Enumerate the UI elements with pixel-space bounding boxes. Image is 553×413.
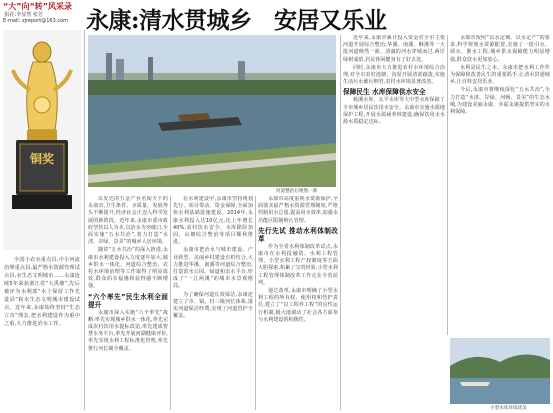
article-column-3 [258, 196, 338, 410]
column-divider [255, 196, 256, 410]
reporter-line: ·报社:李显然 张芳 [3, 12, 43, 18]
award-plaque-text: 铜奖 [29, 152, 54, 166]
col4-paragraph: 近年来,永康市累计投入资金对全市主要河道开展综合整治,华溪、南溪、酥溪等一大批河道焕然一新。清澈的河水穿城而过,两岸绿树成荫,居民休闲健身有了好去处。 [343, 35, 445, 63]
col5-paragraph: 水利是民生之本。永康市把水利工作作为保障和改善民生的重要抓手,让清水贯通城乡,让百姓安居乐业。 [450, 64, 550, 86]
col2-paragraph: 在水利建设中,永康市坚持规划先行、项目带动、资金保障,全面加快水利基础设施建设。2014年,永康水利投入达10亿元,比上年增长40%,农村饮水安全、水库除险加固、山塘综合整治等项目顺利推进。 [173, 196, 253, 246]
col3-paragraph: 通过改革,永康市明确了小型水利工程的所有权、使用权和管护责任,建立了“以工程养工程”的良性运行机制,极大地调动了社会各方面参与水利建设的积极性。 [258, 288, 338, 323]
col1-paragraph: 随着“五水共治”的深入推进,永康市水利建设投入力度逐年加大,城乡供水一体化、河道综合整治、农村水环境治理等工作取得了明显成效,群众的幸福感和获得感不断增强。 [88, 247, 168, 290]
headline: 永康:清水贯城乡 安居又乐业 [86, 7, 387, 34]
col1-paragraph: 以发达的五金产业名闻天下的永康市,卫生条件、水质量、发展势头不断提升,经济社会正迈入科学发展的新阶段。近年来,永康市委市政府坚持以人为本,以治水为突破口,全面实施“五水共治”,着力打造“水清、岸绿、景美”的城乡人居环境。 [88, 196, 168, 246]
col4-paragraph: 同时,永康市大力推进农村水环境综合治理,对全市农村池塘、沟渠开展清淤疏浚,实施生活污水截污纳管,农村水环境显著改善。 [343, 64, 445, 86]
small-photo-caption: 小型水库环境优美 [490, 406, 527, 411]
col3-paragraph: 永康市高度重视水资源保护,全面落实最严格水资源管理制度,严格控制用水总量,提高用水效率,加强水功能区限制纳污管理。 [258, 196, 338, 224]
reservoir-photo [450, 338, 550, 404]
col3-subheading: 先行先试 推动水利体制改革 [258, 226, 338, 243]
award-trophy-photo [3, 30, 81, 250]
river-photo [88, 35, 336, 187]
article-column-2 [173, 196, 253, 410]
column-name: “大”向“转”风采录 [3, 2, 73, 11]
main-photo-caption: 河道整治后焕然一新 [276, 189, 318, 194]
col2-paragraph: 为了确保河道长效保洁,永康还建立了市、镇、村三级河长体系,落实河道保洁经费,实现了河道管护全覆盖。 [173, 291, 253, 320]
column-divider [170, 196, 171, 410]
col5-paragraph: 今后,永康市将继续深化“五水共治”,全力打造“水清、岸绿、河畅、景美”的生态水城,为建设美丽永康、幸福永康提供坚实的水利保障。 [450, 87, 550, 116]
col4-paragraph: 杨溪水库、太平水库等大中型水库保障了全市城乡居民饮用水安全。永康市实施水源地保护工程,开展水源涵养林建设,确保饮用水水源水质稳定达标。 [343, 97, 445, 126]
article-column-5 [450, 35, 550, 335]
col3-paragraph: 作为全省水利体制改革试点,永康市在水利投融资、水利工程管理、小型水利工程产权制度等方面大胆探索,积累了宝贵经验,小型水利工程管理体制改革工作走在全省前列。 [258, 243, 338, 286]
intro-text [4, 256, 80, 406]
col5-paragraph: 永康市按照“以水定城、以水定产”的要求,科学规划水资源配置,实施了一批引水、调水、蓄水工程,城乡供水保障能力明显增强,群众饮水更加放心。 [450, 35, 550, 63]
email-line: E-mail: zjreport@163.com [3, 18, 69, 24]
article-column-1 [88, 196, 168, 410]
col4-subheading: 保障民生 水库保障供水安全 [343, 88, 426, 97]
article-column-4 [343, 35, 445, 410]
col2-paragraph: 永康市把治水与城市建设、产业转型、美丽乡村建设有机结合,大力推进华溪、南溪等河道综合整治,打造滨水公园、绿道和亲水平台,形成了“一江两溪”的城市水景观格局。 [173, 247, 253, 290]
intro-paragraph: 全国小农水重点县,中小河流治理重点县,最严格水资源管理试点县,水生态文明城市……永康连续5年荣获浙江省“大禹鼎”,先后被评为水利部“水土保持工作先进县”和水生态文明城市建设试点。近年来,永康始终坚持“生态立市”理念,把水利建设作为重中之重,大力推进治水工作。 [4, 257, 80, 327]
column-divider [447, 35, 448, 335]
column-divider [84, 30, 85, 410]
col1-paragraph: 永康市深入实施“六个率先”战略:率先实现城乡供水一体化,率先完成农村饮用水提标改造,率先建成智慧水务平台,率先开展河湖健康评价,率先实现水利工程标准化管理,率先推行河长制全覆盖。 [88, 309, 168, 352]
column-divider [340, 35, 341, 410]
col1-subheading: “六个率先”民生水利全面提升 [88, 292, 168, 309]
